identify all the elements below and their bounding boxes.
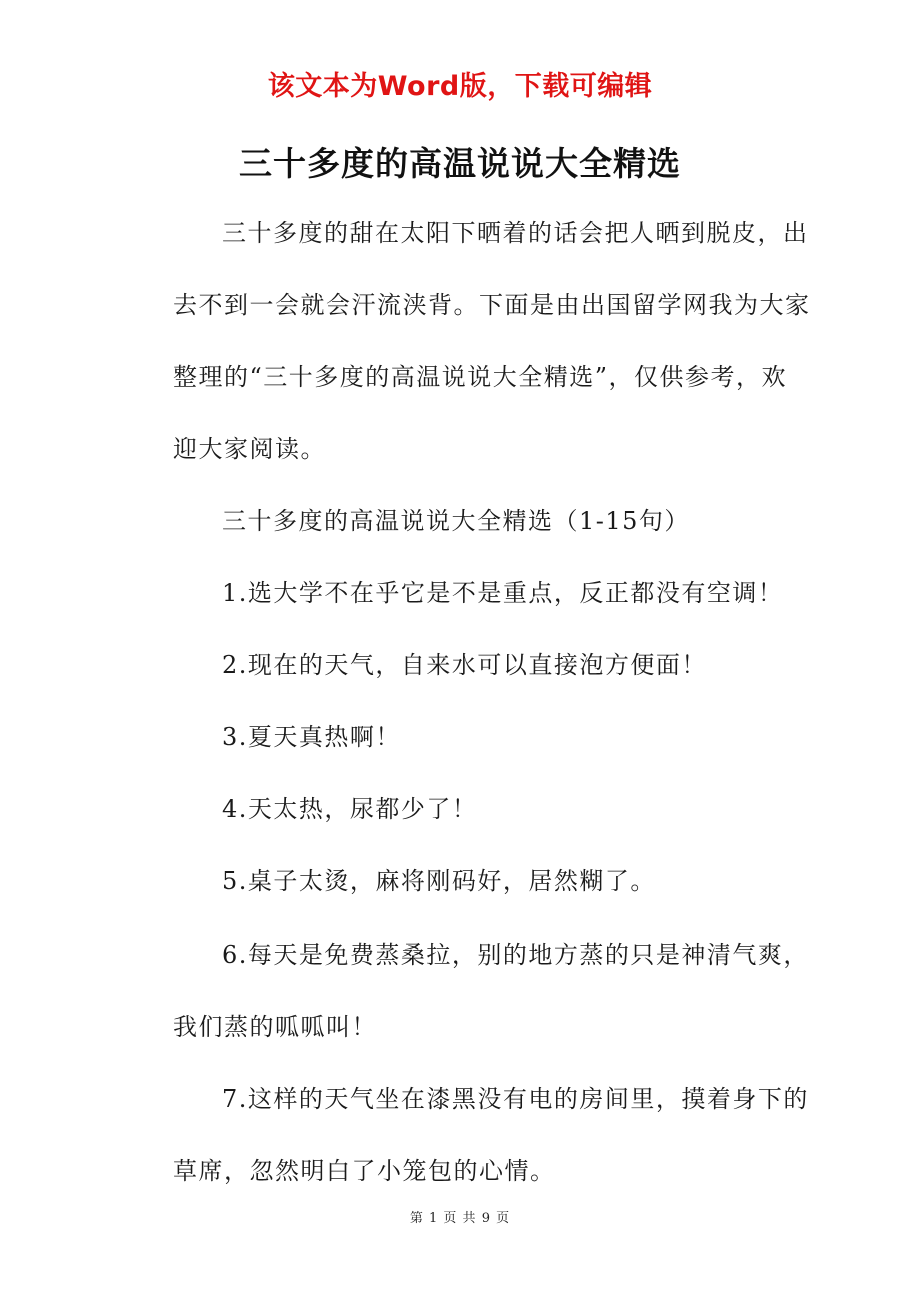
page-number-indicator: 第 1 页 共 9 页 [409,1211,511,1226]
intro-line-4: 迎大家阅读。 [173,435,326,463]
section-heading: 三十多度的高温说说大全精选（1-15句） [222,507,690,535]
document-title: 三十多度的高温说说大全精选 [239,144,681,183]
list-item-6-continued: 我们蒸的呱呱叫！ [173,1013,377,1041]
intro-line-1: 三十多度的甜在太阳下晒着的话会把人晒到脱皮，出 [222,219,809,247]
list-item-1: 1.选大学不在乎它是不是重点，反正都没有空调！ [222,579,784,607]
list-item-2: 2.现在的天气，自来水可以直接泡方便面！ [222,651,707,679]
list-item-7-continued: 草席，忽然明白了小笼包的心情。 [173,1157,556,1185]
list-item-7: 7.这样的天气坐在漆黑没有电的房间里，摸着身下的 [222,1085,809,1113]
list-item-4: 4.天太热，尿都少了！ [222,795,478,823]
list-item-5: 5.桌子太烫，麻将刚码好，居然糊了。 [222,867,656,895]
intro-line-2: 去不到一会就会汗流浃背。下面是由出国留学网我为大家 [173,291,811,319]
list-item-6: 6.每天是免费蒸桑拉，别的地方蒸的只是神清气爽， [222,941,809,969]
intro-line-3: 整理的“三十多度的高温说说大全精选”，仅供参考，欢 [173,363,788,391]
list-item-3: 3.夏天真热啊！ [222,723,401,751]
editable-notice-banner: 该文本为Word版，下载可编辑 [267,71,653,102]
